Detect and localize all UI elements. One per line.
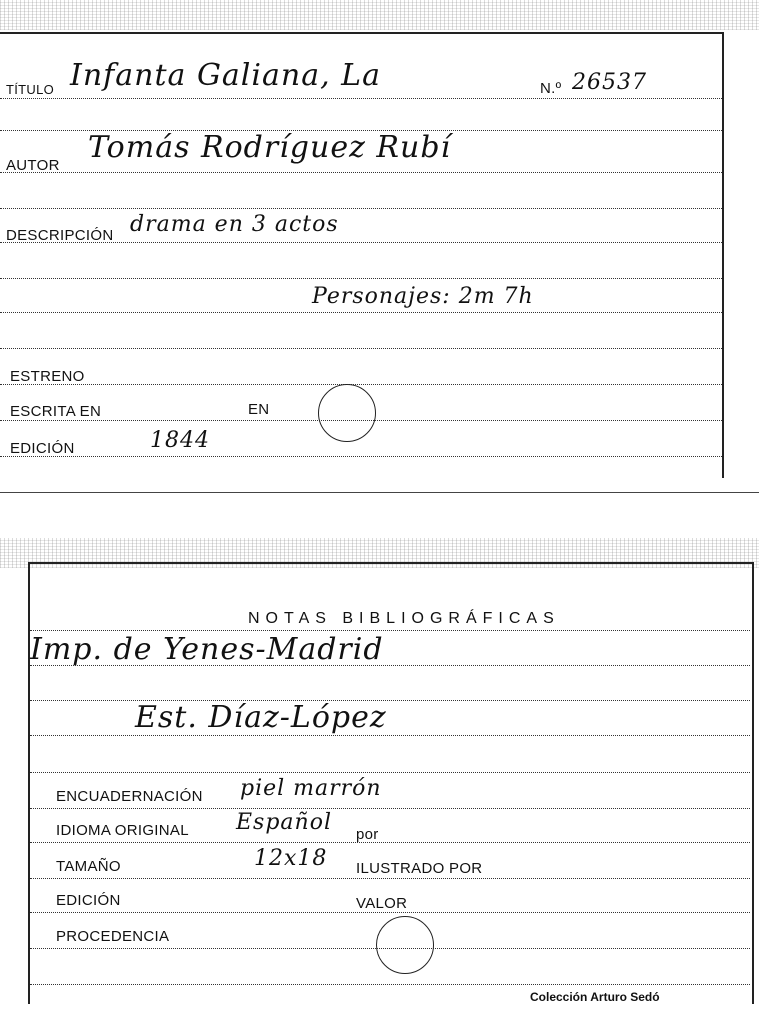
ilustrado-label: ILUSTRADO POR [356,860,483,877]
numero-label: N.º [540,80,562,97]
rule-line [0,312,722,313]
tamano-label: TAMAÑO [56,858,121,875]
notas-heading: NOTAS BIBLIOGRÁFICAS [248,610,560,627]
edicion-label: EDICIÓN [56,892,121,909]
encuadernacion-label: ENCUADERNACIÓN [56,788,203,805]
titulo-label: TÍTULO [6,82,55,97]
rule-line [0,348,722,349]
rule-line [0,98,722,99]
personajes-value: Personajes: 2m 7h [312,284,534,309]
estreno-label: ESTRENO [10,368,85,385]
descripcion-value: drama en 3 actos [130,212,339,237]
idioma-label: IDIOMA ORIGINAL [56,822,189,839]
top-edge-texture [0,0,759,30]
procedencia-label: PROCEDENCIA [56,928,170,945]
edicion-label: EDICIÓN [10,440,75,457]
rule-line [30,842,750,843]
valor-label: VALOR [356,895,408,912]
descripcion-label: DESCRIPCIÓN [6,227,114,244]
rule-line [30,630,750,631]
rule-line [0,456,722,457]
punch-hole [318,384,376,442]
en-label: EN [248,401,270,418]
rule-line [30,912,750,913]
autor-label: AUTOR [6,157,60,174]
titulo-value: Infanta Galiana, La [70,58,381,93]
encuadernacion-value: piel marrón [240,776,382,801]
tamano-value: 12x18 [254,846,328,871]
rule-line [0,278,722,279]
nota-line-1: Imp. de Yenes-Madrid [30,632,384,667]
autor-value: Tomás Rodríguez Rubí [88,130,452,165]
rule-line [30,878,750,879]
card-separator [0,492,759,493]
por-label: por [356,826,379,843]
rule-line [0,208,722,209]
rule-line [30,984,750,985]
rule-line [0,384,722,385]
punch-hole [376,916,434,974]
idioma-value: Español [236,810,332,835]
collection-footer: Colección Arturo Sedó [530,990,660,1004]
rule-line [0,172,722,173]
rule-line [30,772,750,773]
rule-line [30,735,750,736]
rule-line [30,808,750,809]
nota-line-2: Est. Díaz-López [135,700,387,735]
numero-value: 26537 [572,70,647,95]
edicion-value: 1844 [150,428,210,453]
escrita-en-label: ESCRITA EN [10,403,102,420]
